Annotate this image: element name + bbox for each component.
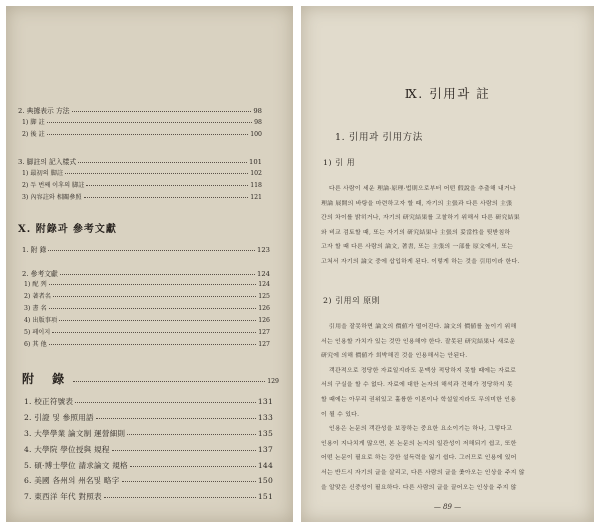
toc-entry-title: 1. 附 錄: [22, 246, 47, 254]
toc-entry-page: 133: [257, 413, 273, 422]
toc-entry-page: 126: [258, 305, 270, 312]
text-line: 할 때에는 아무리 권위있고 훌륭한 이론이나 학설일지라도 무의미한 인용: [321, 396, 517, 403]
leader-dots: [127, 434, 256, 435]
paragraph-principles: [321, 320, 574, 495]
toc-entry-title: 6. 美國 各州의 州名및 略字: [24, 476, 120, 485]
toc-entry: [22, 129, 262, 138]
toc-entry: [24, 444, 273, 455]
toc-entry-page: 118: [250, 182, 262, 189]
leader-dots: [47, 134, 249, 135]
page-number: — 89 —: [433, 503, 462, 511]
toc-entry-title: 2) 後 註: [22, 131, 45, 138]
toc-entry-page: 127: [258, 329, 270, 336]
leader-dots: [47, 122, 252, 123]
text-line: 을 알맞은 신중성이 필요하다. 다른 사람의 글을 끌어오는 인상을 주지 않: [321, 484, 517, 491]
leader-dots: [78, 162, 247, 163]
leader-dots: [49, 284, 257, 285]
toc-entry: [24, 491, 273, 502]
toc-entry: [24, 327, 270, 336]
toc-entry-title: 2. 參考文獻: [22, 270, 58, 278]
text-line: 서는 인용할 가치가 있는 것만 인용해야 한다. 잘못된 研究結果나 새로운: [321, 338, 516, 345]
toc-entry: [24, 339, 270, 348]
toc-entry-page: 124: [257, 270, 270, 278]
toc-entry-title: 3. 大學學業 論文制 運營細則: [24, 429, 126, 438]
toc-entry: [24, 396, 273, 407]
toc-entry-page: 121: [250, 194, 262, 201]
toc-entry: [24, 428, 273, 439]
toc-entry: [24, 303, 270, 312]
leader-dots: [104, 497, 256, 498]
leader-dots: [130, 466, 256, 467]
left-page-contents: [6, 6, 293, 522]
toc-entry-page: 150: [257, 476, 273, 485]
toc-entry-page: 151: [257, 492, 273, 501]
subsection-title-citation: 1) 引 用: [323, 158, 356, 167]
leader-dots: [48, 250, 255, 251]
toc-entry: [24, 315, 270, 324]
toc-entry-title: 3) 內容註와 相關參照: [22, 194, 82, 201]
toc-entry: [24, 291, 270, 300]
right-page-text: [301, 6, 594, 522]
text-line: 研究에 의해 價値가 희박해진 것을 인용해서는 안된다.: [321, 353, 468, 360]
toc-entry-title: 2. 典據表示 方法: [18, 107, 70, 115]
toc-entry-page: 127: [258, 341, 270, 348]
leader-dots: [122, 481, 256, 482]
toc-entry: [24, 475, 273, 486]
toc-entry-title: 1) 配 列: [24, 281, 47, 288]
toc-entry-page: 123: [257, 246, 270, 254]
leader-dots: [73, 381, 265, 382]
toc-entry: [24, 460, 273, 471]
subsection-title-principles: 2) 引用의 原則: [323, 296, 381, 305]
toc-entry: [22, 117, 262, 126]
toc-entry-title: 3) 書 名: [24, 305, 47, 312]
text-line: 인용이 지나치게 많으면, 본 논문의 논지의 일관성이 저해되기 쉽고, 또한: [321, 440, 517, 447]
toc-entry-title: 2) 두 번째 이후의 脚註: [22, 182, 85, 189]
toc-entry-title: 1) 脚 註: [22, 119, 45, 126]
toc-entry-page: 137: [257, 445, 273, 454]
toc-entry-title: 5. 碩·博士學位 請求論文 規格: [24, 461, 128, 470]
toc-entry: [22, 180, 262, 189]
toc-entry-page: 124: [258, 281, 270, 288]
text-line: 引用을 잘못하면 論文의 價値가 떨어진다. 論文의 價値를 높이기 위해: [329, 324, 517, 330]
text-line: 서는 반드시 자기의 글을 살리고, 다른 사람의 글을 좇아오는 인상을 주지 않: [321, 469, 525, 476]
toc-entry-title: 4) 出版事項: [24, 317, 58, 324]
text-line: 인용은 논문의 객관성을 보장하는 중요한 요소이기는 하나, 그렇다고: [329, 426, 513, 433]
text-line: 다른 사람이 세운 理論·原理·법則으로부터 어떤 假說을 추출해 내거나: [329, 186, 516, 192]
paragraph-citation: [321, 182, 574, 270]
toc-entry-page: 125: [258, 293, 270, 300]
toc-entry-page: 98: [254, 119, 262, 126]
leader-dots: [96, 418, 256, 419]
toc-entry-page: 126: [258, 317, 270, 324]
text-line: 간의 차이를 밝히거나, 자기의 研究結果를 고찰하기 위해서 다른 研究結果: [321, 215, 520, 222]
toc-entry: [22, 268, 270, 278]
leader-dots: [75, 402, 256, 403]
toc-entry-appendix: [22, 370, 279, 387]
text-line: 理論 展開의 바탕을 마련하고자 할 때, 자기의 主張과 다른 사람의 主張: [321, 200, 513, 207]
toc-entry: [24, 279, 270, 288]
leader-dots: [49, 308, 257, 309]
text-line: 서의 구실을 할 수 없다. 자료에 대한 논자의 해석과 견해가 정당하지 못: [321, 382, 513, 389]
leader-dots: [86, 185, 248, 186]
toc-entry-page: 102: [250, 170, 262, 177]
toc-entry-page: 98: [253, 107, 262, 115]
toc-entry: [24, 412, 273, 423]
toc-entry-page: 101: [249, 158, 262, 166]
leader-dots: [112, 450, 256, 451]
toc-entry-title: 1) 最初의 脚註: [22, 170, 64, 177]
toc-entry-page: 131: [257, 397, 273, 406]
section-title: 1. 引用과 引用方法: [335, 132, 423, 143]
text-line: 이 될 수 있다.: [321, 411, 360, 418]
text-line: 객관적으로 정당한 자료일지라도 문맥상 적당하지 못할 때에는 자료로: [329, 367, 517, 374]
toc-entry-title: 5) 페이지: [24, 329, 51, 336]
toc-entry-title: 4. 大學院 學位授與 規程: [24, 445, 110, 454]
text-line: 어떤 논문이 필요로 하는 강한 설득력을 잃기 쉽다. 그러므로 인용에 있어: [321, 455, 517, 462]
appendix-heading: 附 錄: [22, 372, 72, 386]
leader-dots: [49, 344, 257, 345]
toc-entry-page: 144: [257, 461, 273, 470]
text-line: 고자 할 때 다른 사람의 論文, 著書, 또는 主張의 一部를 原文에서, 또는: [321, 244, 514, 251]
leader-dots: [84, 197, 249, 198]
leader-dots: [72, 111, 252, 112]
text-line: 와 비교 검토할 때, 또는 자기의 研究結果나 主張의 妥當性을 뒷받침하: [321, 229, 511, 236]
leader-dots: [52, 332, 256, 333]
chapter-title: Ⅸ. 引用과 註: [404, 86, 491, 101]
toc-entry-title: 6) 其 他: [24, 341, 47, 348]
leader-dots: [53, 296, 256, 297]
toc-entry-title: 2. 引證 및 參照用語: [24, 413, 94, 422]
leader-dots: [65, 173, 248, 174]
toc-entry: [22, 168, 262, 177]
chapter-heading-appendix-references: X. 附錄과 參考文獻: [18, 224, 117, 235]
toc-entry-page: 129: [267, 378, 279, 385]
toc-entry-title: 7. 東西洋 年代 對照表: [24, 492, 102, 501]
text-line: 고쳐서 자기의 論文 중에 삽입하게 된다. 이렇게 하는 것을 引用이라 한다.: [321, 258, 520, 265]
toc-entry-page: 135: [257, 429, 273, 438]
toc-entry: [18, 156, 262, 166]
toc-entry: [18, 105, 262, 115]
toc-entry: [22, 192, 262, 201]
toc-entry-title: 2) 著者名: [24, 293, 51, 300]
leader-dots: [59, 320, 256, 321]
toc-entry-title: 1. 校正符號表: [24, 397, 74, 406]
toc-entry: [22, 244, 270, 254]
toc-entry-page: 100: [250, 131, 262, 138]
toc-entry-title: 3. 脚註의 記入樣式: [18, 158, 77, 166]
leader-dots: [60, 274, 255, 275]
